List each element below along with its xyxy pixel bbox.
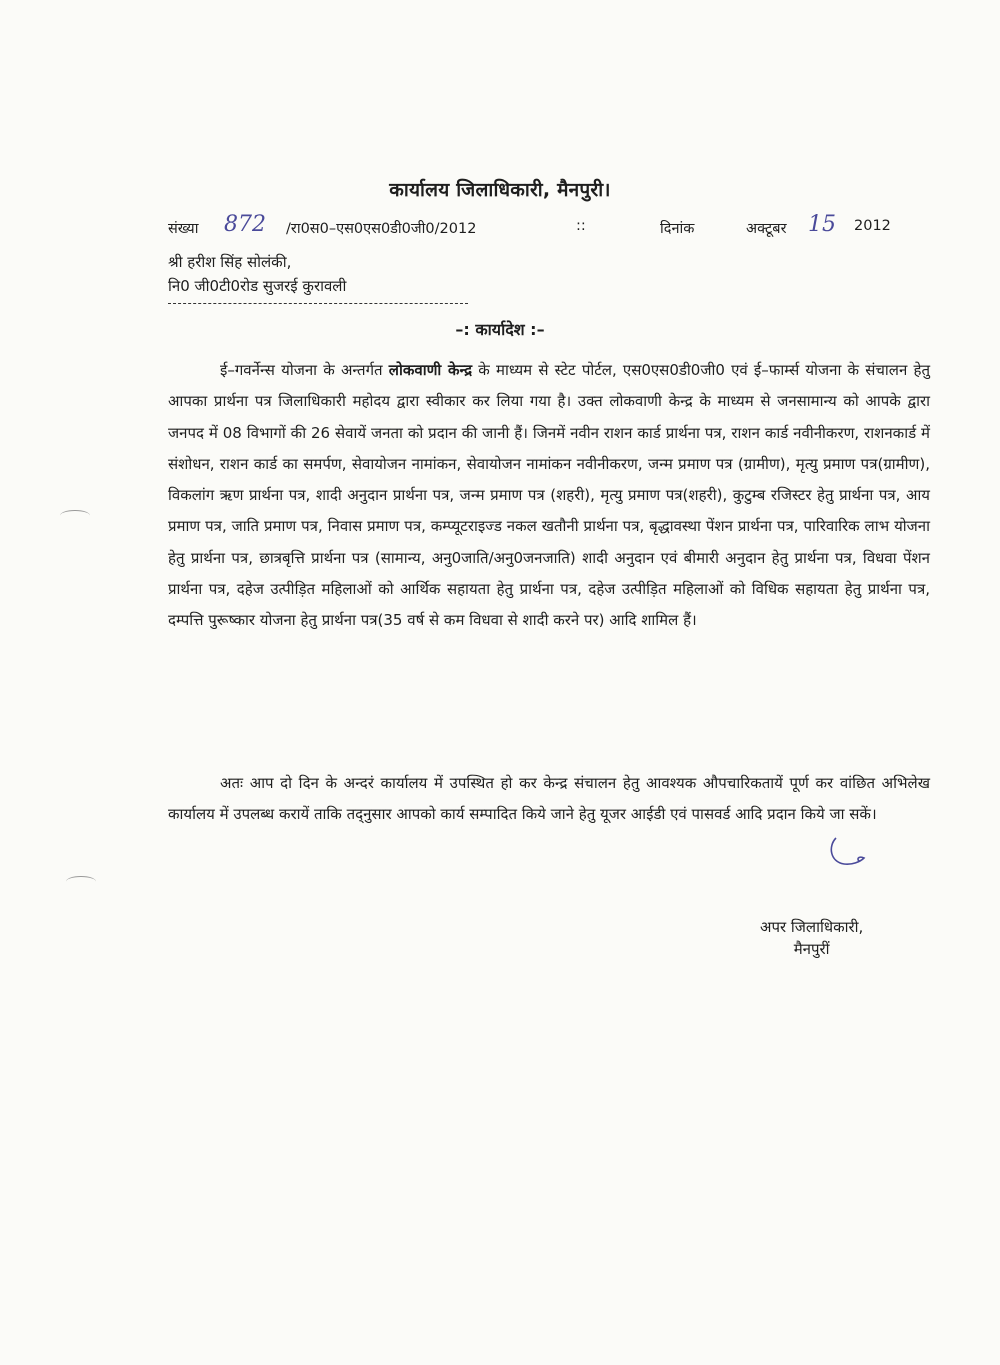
order-title: –: कार्यादेश :– — [455, 320, 545, 339]
date-month: अक्टूबर — [746, 221, 787, 237]
addressee-address: नि0 जी0टी0रोड सुजरई कुरावली — [168, 277, 347, 295]
paragraph-1-body: के माध्यम से स्टेट पोर्टल, एस0एस0डी0जी0 एवं ई–फार्म्स योजना के संचालन हेतु आपका प्रार्थना पत्र जिलाधिकारी महोदय द्वारा स्वीकार कर लिया गया है। उक्त लोकवाणी केन्द्र के माध्यम से जनसामान्य को आपके द्वारा जनपद में 08 विभागों की 26 सेवायें जनता को प्रदान की जानी हैं। जिनमें नवीन राशन कार्ड प्रार्थना पत्र, राशन कार्ड नवीनीकरण, राशनकार्ड में संशोधन, राशन कार्ड का समर्पण, सेवायोजन नामांकन, सेवायोजन नामांकन नवीनीकरण, जन्म प्रमाण पत्र (ग्रामीण), मृत्यु प्रमाण पत्र(ग्रामीण), विकलांग ऋण प्रार्थना पत्र, शादी अनुदान प्रार्थना पत्र, जन्म प्रमाण पत्र (शहरी), मृत्यु प्रमाण पत्र(शहरी), कुटुम्ब रजिस्टर हेतु प्रार्थना पत्र, आय प्रमाण पत्र, जाति प्रमाण पत्र, निवास प्रमाण पत्र, कम्प्यूटराइज्ड नकल खतौनी प्रार्थना पत्र, बृद्धावस्था पेंशन प्रार्थना पत्र, पारिवारिक लाभ योजना हेतु प्रार्थना पत्र, छात्रबृत्ति प्रार्थना पत्र (सामान्य, अनु0जाति/अनु0जनजाति) शादी अनुदान एवं बीमारी अनुदान हेतु प्रार्थना पत्र, विधवा पेंशन प्रार्थना पत्र, दहेज उत्पीड़ित महिलाओं को आर्थिक सहायता हेतु प्रार्थना पत्र, दहेज उत्पीड़ित महिलाओं को विधिक सहायता हेतु प्रार्थना पत्र, दम्पत्ति पुरूष्कार योजना हेतु प्रार्थना पत्र(35 वर्ष से कम विधवा से शादी करने पर) आदि शामिल हैं। — [168, 361, 930, 630]
date-label: दिनांक — [660, 221, 695, 237]
punch-mark-upper — [60, 510, 90, 521]
reference-number-suffix: /रा0स0–एस0एस0डी0जी0/2012 — [286, 221, 477, 237]
signature-title: अपर जिलाधिकारी, — [760, 918, 864, 936]
order-paragraph-1 — [168, 355, 930, 637]
reference-separator: :: — [576, 218, 586, 234]
reference-line — [168, 212, 898, 244]
reference-number-label: संख्या — [168, 221, 199, 237]
handwritten-initial-mark — [826, 832, 876, 872]
addressee-name: श्री हरीश सिंह सोलंकी, — [168, 253, 292, 271]
addressee-block — [168, 250, 346, 298]
paragraph-1-bold-term: लोकवाणी केन्द्र — [388, 361, 473, 379]
order-paragraph-2: अतः आप दो दिन के अन्दरं कार्यालय में उपस्थित हो कर केन्द्र संचालन हेतु आवश्यक औपचारिकतायें पूर्ण कर वांछित अभिलेख कार्यालय में उपलब्ध करायें ताकि तद्नुसार आपको कार्य सम्पादित किये जाने हेतु यूजर आईडी एवं पासवर्ड आदि प्रदान किये जा सकें। — [168, 774, 930, 824]
reference-number-handwritten: 872 — [224, 212, 266, 237]
addressee-rule — [168, 303, 468, 304]
signature-place: मैनपुरीं — [793, 940, 830, 958]
date-day-handwritten: 15 — [808, 212, 836, 237]
signature-block — [760, 916, 863, 960]
punch-mark-lower — [66, 876, 96, 887]
date-year: 2012 — [854, 218, 891, 234]
office-heading: कार्यालय जिलाधिकारी, मैनपुरी। — [389, 179, 611, 201]
paragraph-1-intro: ई–गवर्नेन्स योजना के अन्तर्गत — [220, 361, 389, 379]
